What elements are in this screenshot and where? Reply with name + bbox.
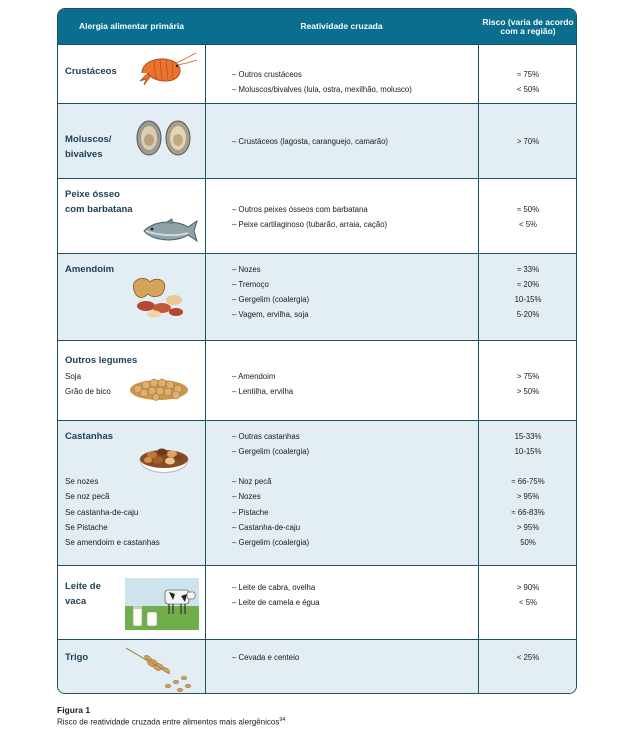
condition-label: Se noz pecã	[65, 492, 110, 501]
cross-item: – Outros crustáceos	[232, 70, 302, 79]
risk-value: 15-33%	[514, 432, 542, 441]
row-title: Castanhas	[65, 431, 114, 442]
peanuts-image	[128, 272, 188, 318]
row-subtitle: Grão de bico	[65, 387, 111, 396]
risk-value: 10-15%	[514, 447, 542, 456]
cross-item: – Moluscos/bivalves (lula, ostra, mexilhão, molusco)	[232, 85, 412, 94]
risk-value: ≈ 33%	[516, 265, 540, 274]
cross-item: – Pistache	[232, 508, 269, 517]
chickpeas-image	[128, 371, 190, 401]
risk-value: ≈ 20%	[516, 280, 540, 289]
header-risk: Risco (varia de acordo com a região)	[482, 16, 574, 36]
fish-image	[142, 217, 198, 243]
row-title: Moluscos/ bivalves	[65, 134, 112, 160]
cross-item: – Leite de camela e égua	[232, 598, 320, 607]
cross-item: – Crustáceos (lagosta, caranguejo, camarão)	[232, 137, 389, 146]
cross-item: – Lentilha, ervilha	[232, 387, 294, 396]
cross-item: – Cevada e centeio	[232, 653, 300, 662]
row-crustaceans	[58, 44, 577, 103]
allergy-table	[57, 8, 577, 694]
risk-value: ≈ 75%	[516, 70, 540, 79]
cross-item: – Noz pecã	[232, 477, 272, 486]
cross-item: – Amendoim	[232, 372, 276, 381]
risk-value: > 90%	[516, 583, 540, 592]
row-title: Leite de vaca	[65, 581, 101, 607]
risk-value: 10-15%	[514, 295, 542, 304]
cross-item: – Castanha-de-caju	[232, 523, 301, 532]
risk-value: < 50%	[516, 85, 540, 94]
risk-value: > 95%	[516, 523, 540, 532]
wheat-image	[124, 644, 198, 694]
cross-item: – Peixe cartilaginoso (tubarão, arraia, cação)	[232, 220, 388, 229]
row-molluscs	[58, 103, 577, 178]
cross-item: – Outros peixes ósseos com barbatana	[232, 205, 368, 214]
cow-milk-image	[125, 578, 199, 630]
risk-value: ≈ 66-75%	[511, 477, 545, 486]
risk-value: > 75%	[516, 372, 540, 381]
row-title: Amendoim	[65, 264, 115, 275]
cross-item: – Outras castanhas	[232, 432, 300, 441]
risk-value: ≈ 50%	[516, 205, 540, 214]
row-title: Peixe ósseo com barbatana	[65, 189, 133, 215]
row-wheat	[58, 639, 577, 694]
row-title: Outros legumes	[65, 355, 138, 366]
risk-value: < 5%	[519, 598, 537, 607]
row-cow-milk	[58, 565, 577, 639]
risk-value: < 25%	[516, 653, 540, 662]
figure-caption: Risco de reatividade cruzada entre alimentos mais alergênicos$^{94}$	[57, 717, 286, 727]
row-peanut	[58, 253, 577, 340]
risk-value: > 95%	[516, 492, 540, 501]
row-tree-nuts	[58, 420, 577, 565]
cross-item: – Nozes	[232, 492, 261, 501]
shrimp-image	[136, 51, 198, 87]
risk-value: ≈ 66-83%	[511, 508, 545, 517]
cross-item: – Tremoço	[232, 280, 269, 289]
oysters-image	[135, 118, 193, 158]
cross-item: – Gergelim (coalergia)	[232, 447, 310, 456]
condition-label: Se castanha-de-caju	[65, 508, 139, 517]
row-bony-fish	[58, 178, 577, 253]
header-cross-reactivity: Reatividade cruzada	[300, 21, 383, 31]
cross-item: – Gergelim (coalergia)	[232, 295, 310, 304]
risk-value: > 50%	[516, 387, 540, 396]
cross-item: – Nozes	[232, 265, 261, 274]
condition-label: Se Pistache	[65, 523, 108, 532]
condition-label: Se amendoim e castanhas	[65, 538, 160, 547]
risk-value: 50%	[520, 538, 536, 547]
risk-value: < 5%	[519, 220, 537, 229]
cross-item: – Gergelim (coalergia)	[232, 538, 310, 547]
nuts-bowl-image	[136, 439, 192, 485]
condition-label: Se nozes	[65, 477, 99, 486]
risk-value: > 70%	[516, 137, 540, 146]
row-other-legumes	[58, 340, 577, 420]
cross-item: – Leite de cabra, ovelha	[232, 583, 316, 592]
row-subtitle: Soja	[65, 372, 82, 381]
header-primary-allergy: Alergia alimentar primária	[79, 21, 184, 31]
row-title: Trigo	[65, 652, 89, 663]
row-title: Crustáceos	[65, 66, 117, 77]
figure-label: Figura 1	[57, 705, 91, 715]
table-header	[58, 9, 577, 44]
cross-item: – Vagem, ervilha, soja	[232, 310, 309, 319]
risk-value: 5-20%	[516, 310, 540, 319]
